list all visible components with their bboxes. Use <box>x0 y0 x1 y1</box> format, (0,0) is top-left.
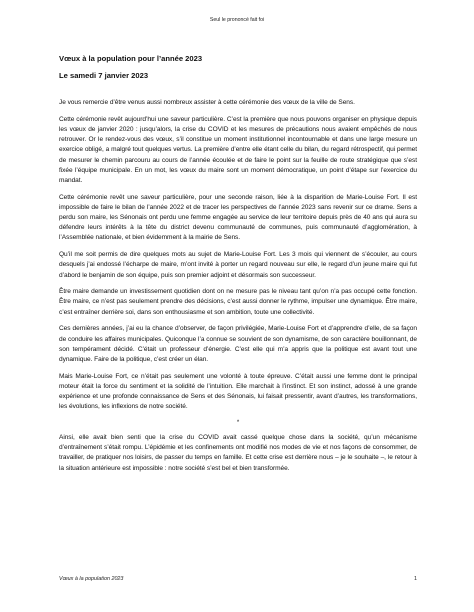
page-footer <box>59 576 417 582</box>
paragraph: Mais Marie-Louise Fort, ce n’était pas seulement une volonté à toute épreuve. C’était aussi une femme dont le principal moteur était la force du sentiment et la solidité de l’intuition. Elle marchait à l’instinct. Et son instinct, adossé à une grande expérience et une profonde connaissance de Sens et des Sénonais, lui faisait pressentir, avant d’autres, les transformations, les évolutions, les inflexions de notre société. <box>59 372 417 411</box>
page-number: 1 <box>414 576 417 582</box>
paragraph: Cette cérémonie revêt une saveur particulière, pour une seconde raison, liée à la disparition de Marie-Louise Fort. Il est impossible de faire le bilan de l’année 2022 et de tracer les perspectives de l’année 2023 sans revenir sur ce drame. Sens a perdu son maire, les Sénonais ont perdu une femme engagée au service de leur territoire depuis près de 40 ans qui aura su défendre leurs intérêts à la tête du district devenu communauté de communes, puis communauté d’agglomération, à l’Assemblée nationale, et bien évidemment à la mairie de Sens. <box>59 193 417 242</box>
paragraph: Ces dernières années, j’ai eu la chance d’observer, de façon privilégiée, Marie-Louise Fort et d’apprendre d’elle, de sa façon de conduire les affaires municipales. Quiconque l’a connue se souvient de son dynamisme, de son caractère bouillonnant, de son tempérament décidé. C’était un professeur d’énergie. C’est elle qui m’a appris que la politique est avant tout une dynamique. Faire de la politique, c’est créer un élan. <box>59 325 417 363</box>
header-note: Seul le prononcé fait foi <box>209 17 265 23</box>
paragraph: Cette cérémonie revêt aujourd’hui une saveur particulière. C’est la première que nous pouvons organiser en physique depuis les vœux de janvier 2020 : jusqu’alors, la crise du COVID et les mesures de précautions nous avaient empêchés de nous retrouver. Or le rendez-vous des vœux, s’il constitue un moment institutionnel incontournable et dans une large mesure un exercice obligé, a malgré tout quelques vertus. La première d’entre elle étant celle du bilan, du regard rétrospectif, qui permet de mesurer le chemin parcouru au cours de l’année écoulée et de faire le point sur la feuille de route stratégique que s’est fixée l’équipe municipale. En un mot, les vœux du maire sont un moment démocratique, un point d’étape sur l’exercice du mandat. <box>59 115 417 184</box>
paragraph: Ainsi, elle avait bien senti que la crise du COVID avait cassé quelque chose dans la société, qu’un mécanisme d’entraînement s’était rompu. L’épidémie et les confinements ont modifié nos modes de vie et nos façons de consommer, de travailler, de pratiquer nos loisirs, de passer du temps en famille. Et cette crise est derrière nous – je le souhaite –, le retour à la situation antérieure est impossible : notre société s’est bel et bien transformée. <box>59 433 417 472</box>
footer-label: Vœux à la population 2023 <box>59 576 124 582</box>
document-title: Vœux à la population pour l’année 2023 <box>59 54 203 63</box>
document-body <box>59 98 417 480</box>
paragraph: Qu’il me soit permis de dire quelques mots au sujet de Marie-Louise Fort. Les 3 mois qui viennent de s’écouler, au cours desquels j’ai endossé l’écharpe de maire, m’ont invité à porter un regard nouveau sur elle, le regard d’un jeune maire qui fut d’abord le benjamin de son équipe, puis son premier adjoint et désormais son successeur. <box>59 251 417 279</box>
paragraph: Être maire demande un investissement quotidien dont on ne mesure pas le niveau tant qu’on n’a pas occupé cette fonction. Être maire, ce n’est pas seulement prendre des décisions, c’est aussi donner le rythme, impulser une dynamique. Être maire, c’est entraîner derrière soi, dans son enthousiasme et son ambition, toute une collectivité. <box>59 288 417 316</box>
paragraph: Je vous remercie d’être venus aussi nombreux assister à cette cérémonie des vœux de la ville de Sens. <box>59 99 355 106</box>
section-separator: * <box>236 419 240 426</box>
document-date: Le samedi 7 janvier 2023 <box>59 71 149 80</box>
